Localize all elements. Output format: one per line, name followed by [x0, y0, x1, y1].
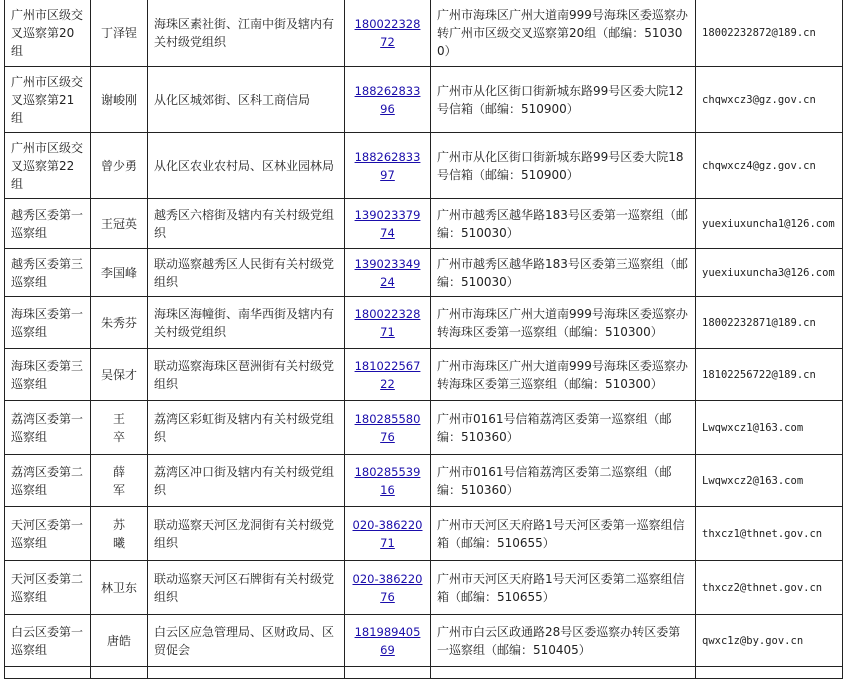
address-cell: 广州市从化区街口街新城东路99号区委大院18号信箱（邮编：510900）: [431, 133, 696, 199]
email-cell: 18102256722@189.cn: [696, 349, 843, 401]
phone-link[interactable]: 18002232872: [354, 16, 421, 49]
email-cell: qwxc1z@by.gov.cn: [696, 615, 843, 667]
address-cell: 广州市越秀区越华路183号区委第一巡察组（邮编：510030）: [431, 199, 696, 249]
table-row: [5, 199, 843, 249]
name-cell: 吴保才: [91, 349, 148, 401]
email-cell: thxcz1@thnet.gov.cn: [696, 507, 843, 561]
address-cell: 广州市白云区政通路28号区委巡察办转区委第一巡察组（邮编：510405）: [431, 615, 696, 667]
scope-cell: 联动巡察天河区石牌街有关村级党组织: [148, 561, 345, 615]
name-cell: [91, 401, 148, 455]
name-cell: [91, 455, 148, 507]
email-cell: chqwxcz4@gz.gov.cn: [696, 133, 843, 199]
phone-cell: [345, 349, 431, 401]
name-cell: 朱秀芬: [91, 297, 148, 349]
address-cell: 广州市海珠区广州大道南999号海珠区委巡察办转海珠区委第一巡察组（邮编：510300）: [431, 297, 696, 349]
phone-link[interactable]: 18028553916: [354, 464, 421, 497]
unit-cell: 海珠区委第三巡察组: [5, 349, 91, 401]
table-row: [5, 0, 843, 67]
table-row: [5, 401, 843, 455]
unit-cell: 越秀区委第三巡察组: [5, 249, 91, 297]
email-cell: yuexiuxuncha1@126.com: [696, 199, 843, 249]
scope-cell: 荔湾区彩虹街及辖内有关村级党组织: [148, 401, 345, 455]
address-cell: 广州市天河区天府路1号天河区委第二巡察组信箱（邮编：510655）: [431, 561, 696, 615]
table-row: [5, 297, 843, 349]
unit-cell: 荔湾区委第二巡察组: [5, 455, 91, 507]
address-cell: 广州市海珠区广州大道南999号海珠区委巡察办转海珠区委第三巡察组（邮编：510300）: [431, 349, 696, 401]
phone-cell: [345, 455, 431, 507]
phone-link[interactable]: 13902334924: [354, 256, 421, 289]
table-row: [5, 133, 843, 199]
unit-cell: 广州市区级交叉巡察第22组: [5, 133, 91, 199]
table-row: [5, 561, 843, 615]
scope-cell: 联动巡察海珠区琶洲街有关村级党组织: [148, 349, 345, 401]
scope-cell: 联动巡察天河区龙洞街有关村级党组织: [148, 507, 345, 561]
table-body: [5, 0, 843, 679]
empty-cell: [91, 667, 148, 679]
phone-cell: [345, 507, 431, 561]
name-cell: 李国峰: [91, 249, 148, 297]
empty-cell: [431, 667, 696, 679]
phone-cell: [345, 401, 431, 455]
scope-cell: 联动巡察越秀区人民街有关村级党组织: [148, 249, 345, 297]
table-row-partial: [5, 667, 843, 679]
name-char: 王: [112, 411, 125, 426]
phone-link[interactable]: 13902337974: [354, 207, 421, 240]
scope-cell: 越秀区六榕街及辖内有关村级党组织: [148, 199, 345, 249]
name-cell: 林卫东: [91, 561, 148, 615]
phone-link[interactable]: 18028558076: [354, 411, 421, 444]
name-char: 军: [112, 482, 125, 497]
unit-cell: 广州市区级交叉巡察第20组: [5, 0, 91, 67]
scope-cell: 白云区应急管理局、区财政局、区贸促会: [148, 615, 345, 667]
table-row: [5, 249, 843, 297]
phone-link[interactable]: 18826283396: [354, 83, 421, 116]
unit-cell: 天河区委第二巡察组: [5, 561, 91, 615]
email-cell: Lwqwxcz1@163.com: [696, 401, 843, 455]
name-char: 苏: [112, 517, 125, 532]
name-char: 薛: [112, 464, 125, 479]
email-cell: Lwqwxcz2@163.com: [696, 455, 843, 507]
unit-cell: 天河区委第一巡察组: [5, 507, 91, 561]
unit-cell: 海珠区委第一巡察组: [5, 297, 91, 349]
scope-cell: 从化区农业农村局、区林业园林局: [148, 133, 345, 199]
phone-cell: [345, 67, 431, 133]
email-cell: chqwxcz3@gz.gov.cn: [696, 67, 843, 133]
address-cell: 广州市海珠区广州大道南999号海珠区委巡察办转广州市区级交叉巡察第20组（邮编：510300）: [431, 0, 696, 67]
email-cell: yuexiuxuncha3@126.com: [696, 249, 843, 297]
email-cell: 18002232871@189.cn: [696, 297, 843, 349]
table-row: [5, 349, 843, 401]
phone-link[interactable]: 18102256722: [354, 358, 421, 391]
address-cell: 广州市从化区街口街新城东路99号区委大院12号信箱（邮编：510900）: [431, 67, 696, 133]
name-cell: 曾少勇: [91, 133, 148, 199]
table-row: [5, 507, 843, 561]
name-char: 卒: [112, 429, 125, 444]
phone-cell: [345, 199, 431, 249]
email-cell: thxcz2@thnet.gov.cn: [696, 561, 843, 615]
name-cell: 丁泽锃: [91, 0, 148, 67]
inspection-contact-table: [4, 0, 843, 679]
phone-link[interactable]: 18826283397: [354, 149, 421, 182]
name-cell: [91, 507, 148, 561]
name-cell: 唐皓: [91, 615, 148, 667]
empty-cell: [148, 667, 345, 679]
name-cell: 谢峻刚: [91, 67, 148, 133]
unit-cell: 白云区委第一巡察组: [5, 615, 91, 667]
phone-cell: [345, 0, 431, 67]
name-cell: 王冠英: [91, 199, 148, 249]
phone-cell: [345, 133, 431, 199]
scope-cell: 荔湾区冲口街及辖内有关村级党组织: [148, 455, 345, 507]
empty-cell: [5, 667, 91, 679]
address-cell: 广州市0161号信箱荔湾区委第二巡察组（邮编：510360）: [431, 455, 696, 507]
unit-cell: 广州市区级交叉巡察第21组: [5, 67, 91, 133]
phone-cell: [345, 561, 431, 615]
phone-cell: [345, 615, 431, 667]
empty-cell: [696, 667, 843, 679]
address-cell: 广州市天河区天府路1号天河区委第一巡察组信箱（邮编：510655）: [431, 507, 696, 561]
empty-cell: [345, 667, 431, 679]
email-cell: 18002232872@189.cn: [696, 0, 843, 67]
name-char: 曦: [112, 535, 125, 550]
scope-cell: 海珠区海幢街、南华西街及辖内有关村级党组织: [148, 297, 345, 349]
phone-cell: [345, 297, 431, 349]
phone-cell: [345, 249, 431, 297]
scope-cell: 从化区城郊街、区科工商信局: [148, 67, 345, 133]
table-row: [5, 455, 843, 507]
table-row: [5, 615, 843, 667]
scope-cell: 海珠区素社街、江南中街及辖内有关村级党组织: [148, 0, 345, 67]
address-cell: 广州市0161号信箱荔湾区委第一巡察组（邮编：510360）: [431, 401, 696, 455]
unit-cell: 越秀区委第一巡察组: [5, 199, 91, 249]
phone-link[interactable]: 18002232871: [354, 306, 421, 339]
phone-link[interactable]: 020-38622076: [352, 571, 423, 604]
phone-link[interactable]: 18198940569: [354, 624, 421, 657]
unit-cell: 荔湾区委第一巡察组: [5, 401, 91, 455]
phone-link[interactable]: 020-38622071: [352, 517, 423, 550]
address-cell: 广州市越秀区越华路183号区委第三巡察组（邮编：510030）: [431, 249, 696, 297]
table-row: [5, 67, 843, 133]
